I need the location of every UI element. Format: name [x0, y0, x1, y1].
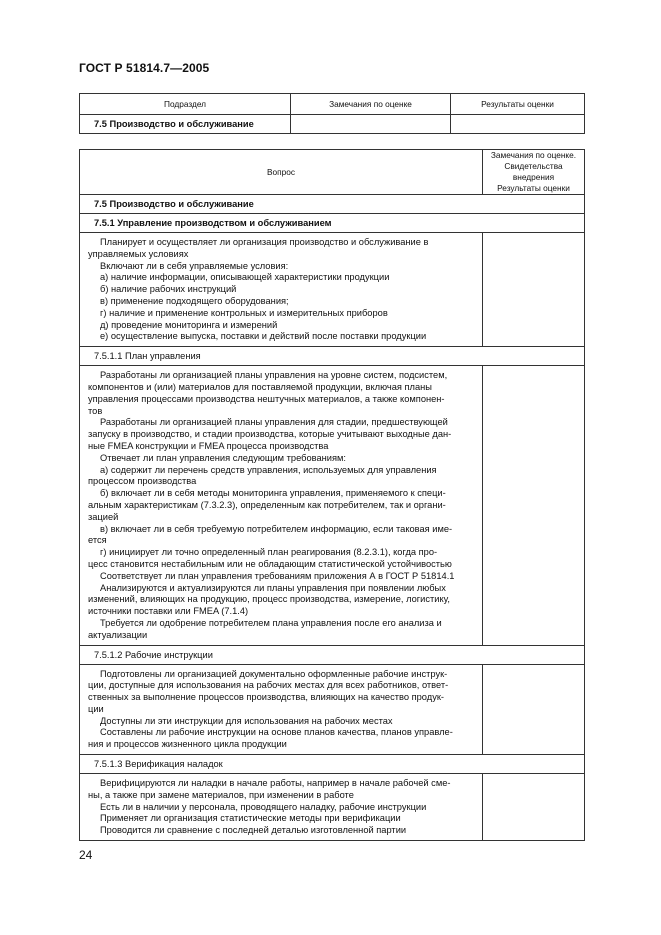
question-line: г) инициирует ли точно определенный план реагирования (8.2.3.1), когда про-: [100, 547, 438, 558]
question-line: альным характеристикам (7.3.2.3), определенным как потребителем, так и органи-: [88, 499, 446, 510]
question-line: процессом производства: [88, 476, 197, 487]
column-header-remarks: Замечания по оценке.: [490, 150, 577, 160]
question-line: Применяет ли организация статистические методы при верификации: [100, 813, 401, 824]
table-row: [80, 664, 585, 755]
question-line: Планирует и осуществляет ли организация производство и обслуживание в: [100, 237, 429, 247]
subsection-summary-table: [79, 93, 585, 134]
question-line: ственных за выполнение процессов производства, влияющих на качество продук-: [88, 692, 445, 703]
table-row: [80, 233, 585, 347]
question-line: Составлены ли рабочие инструкции на основе планов качества, планов управле-: [100, 727, 453, 738]
section-row: [80, 214, 585, 233]
page-number: 24: [79, 848, 93, 862]
question-block-setup-verification: [80, 774, 483, 841]
remarks-cell: [483, 233, 585, 347]
question-line: ные FMEA конструкции и FMEA процесса производства: [88, 440, 329, 451]
table-row: [80, 115, 585, 134]
column-header-subsection: Подраздел: [80, 94, 291, 115]
document-code: ГОСТ Р 51814.7—2005: [79, 61, 210, 75]
section-row: [80, 195, 585, 214]
question-block-control-plan: [80, 366, 483, 645]
subsection-heading-7-5-1-1: 7.5.1.1 План управления: [80, 347, 585, 366]
question-line: тов: [88, 405, 103, 416]
question-block-work-instructions: [80, 664, 483, 755]
remarks-cell: [483, 774, 585, 841]
column-header-remarks-evidence: [483, 150, 585, 195]
remarks-cell: [483, 366, 585, 645]
table-row: [80, 366, 585, 645]
question-line: е) осуществление выпуска, поставки и действий после поставки продукции: [100, 331, 427, 342]
question-line: ны, а также при замене материалов, при изменении в работе: [88, 789, 354, 800]
question-line: управления процессами производства нештучных материалов, а также компонен-: [88, 393, 445, 404]
section-heading-7-5-1: 7.5.1 Управление производством и обслуживанием: [80, 214, 585, 233]
question-line: ния и процессов жизненного цикла продукции: [88, 739, 287, 750]
column-header-remarks: Замечания по оценке: [291, 94, 451, 115]
question-line: Есть ли в наличии у персонала, проводящего наладку, рабочие инструкции: [100, 801, 427, 812]
section-heading-7-5: 7.5 Производство и обслуживание: [80, 195, 585, 214]
subsection-heading-7-5-1-3: 7.5.1.3 Верификация наладок: [80, 755, 585, 774]
question-line: актуализации: [88, 629, 148, 640]
question-line: Отвечает ли план управления следующим требованиям:: [100, 452, 346, 463]
question-line: а) наличие информации, описывающей характеристики продукции: [100, 272, 390, 283]
table-header-row: [80, 150, 585, 195]
question-line: б) наличие рабочих инструкций: [100, 284, 237, 295]
question-line: Подготовлены ли организацией документально оформленные рабочие инструк-: [100, 668, 448, 679]
column-header-results: Результаты оценки: [497, 183, 570, 193]
column-header-question: Вопрос: [80, 150, 483, 195]
question-line: Разработаны ли организацией планы управления для стадии, предшествующей: [100, 417, 448, 428]
subsection-heading-7-5-1-2: 7.5.1.2 Рабочие инструкции: [80, 645, 585, 664]
question-line: Анализируются и актуализируются ли планы управления при появлении любых: [100, 582, 446, 593]
question-line: цесс становится нестабильным или не обладающим статистической устойчивостью: [88, 558, 452, 569]
question-line: а) содержит ли перечень средств управления, используемых для управления: [100, 464, 437, 475]
question-line: Соответствует ли план управления требованиям приложения А в ГОСТ Р 51814.1: [100, 570, 455, 581]
question-line: ции: [88, 703, 104, 714]
question-line: б) включает ли в себя методы мониторинга управления, применяемого к специ-: [100, 488, 446, 499]
question-line: Верифицируются ли наладки в начале работы, например в начале рабочей сме-: [100, 778, 451, 789]
question-line: ется: [88, 535, 107, 546]
table-header-row: [80, 94, 585, 115]
question-line: в) применение подходящего оборудования;: [100, 295, 289, 306]
question-line: зацией: [88, 511, 119, 522]
subsection-row: [80, 755, 585, 774]
question-line: Включают ли в себя управляемые условия:: [100, 260, 289, 271]
question-line: Проводится ли сравнение с последней деталью изготовленной партии: [100, 825, 407, 836]
remarks-cell: [291, 115, 451, 134]
question-line: Разработаны ли организацией планы управления на уровне систем, подсистем,: [100, 370, 448, 381]
question-line: Доступны ли эти инструкции для использования на рабочих местах: [100, 715, 393, 726]
question-line: источники поставки или FMEA (7.1.4): [88, 606, 249, 617]
question-line: Требуется ли одобрение потребителем плана управления после его анализа и: [100, 617, 442, 628]
question-line: г) наличие и применение контрольных и измерительных приборов: [100, 307, 388, 318]
question-line: компонентов и (или) материалов для поставляемой продукции, включая планы: [88, 381, 432, 392]
question-line: д) проведение мониторинга и измерений: [100, 319, 278, 330]
results-cell: [451, 115, 585, 134]
question-line: изменений, влияющих на продукцию, процесс производства, измерение, логистику,: [88, 594, 450, 605]
column-header-results: Результаты оценки: [451, 94, 585, 115]
subsection-row: [80, 347, 585, 366]
column-header-evidence: Свидетельства внедрения: [504, 161, 563, 182]
questions-table: [79, 149, 585, 841]
question-line: в) включает ли в себя требуемую потребителем информацию, если таковая име-: [100, 523, 453, 534]
question-line: управляемых условиях: [88, 248, 189, 259]
question-line: ции, доступные для использования на рабочих местах для всех работников, ответ-: [88, 680, 449, 691]
remarks-cell: [483, 664, 585, 755]
table-row: [80, 774, 585, 841]
subsection-row: [80, 645, 585, 664]
subsection-label: 7.5 Производство и обслуживание: [80, 115, 291, 134]
question-block-controlled-conditions: [80, 233, 483, 347]
question-line: запуску в производство, и стадии производства, которые учитывают выходные дан-: [88, 429, 452, 440]
